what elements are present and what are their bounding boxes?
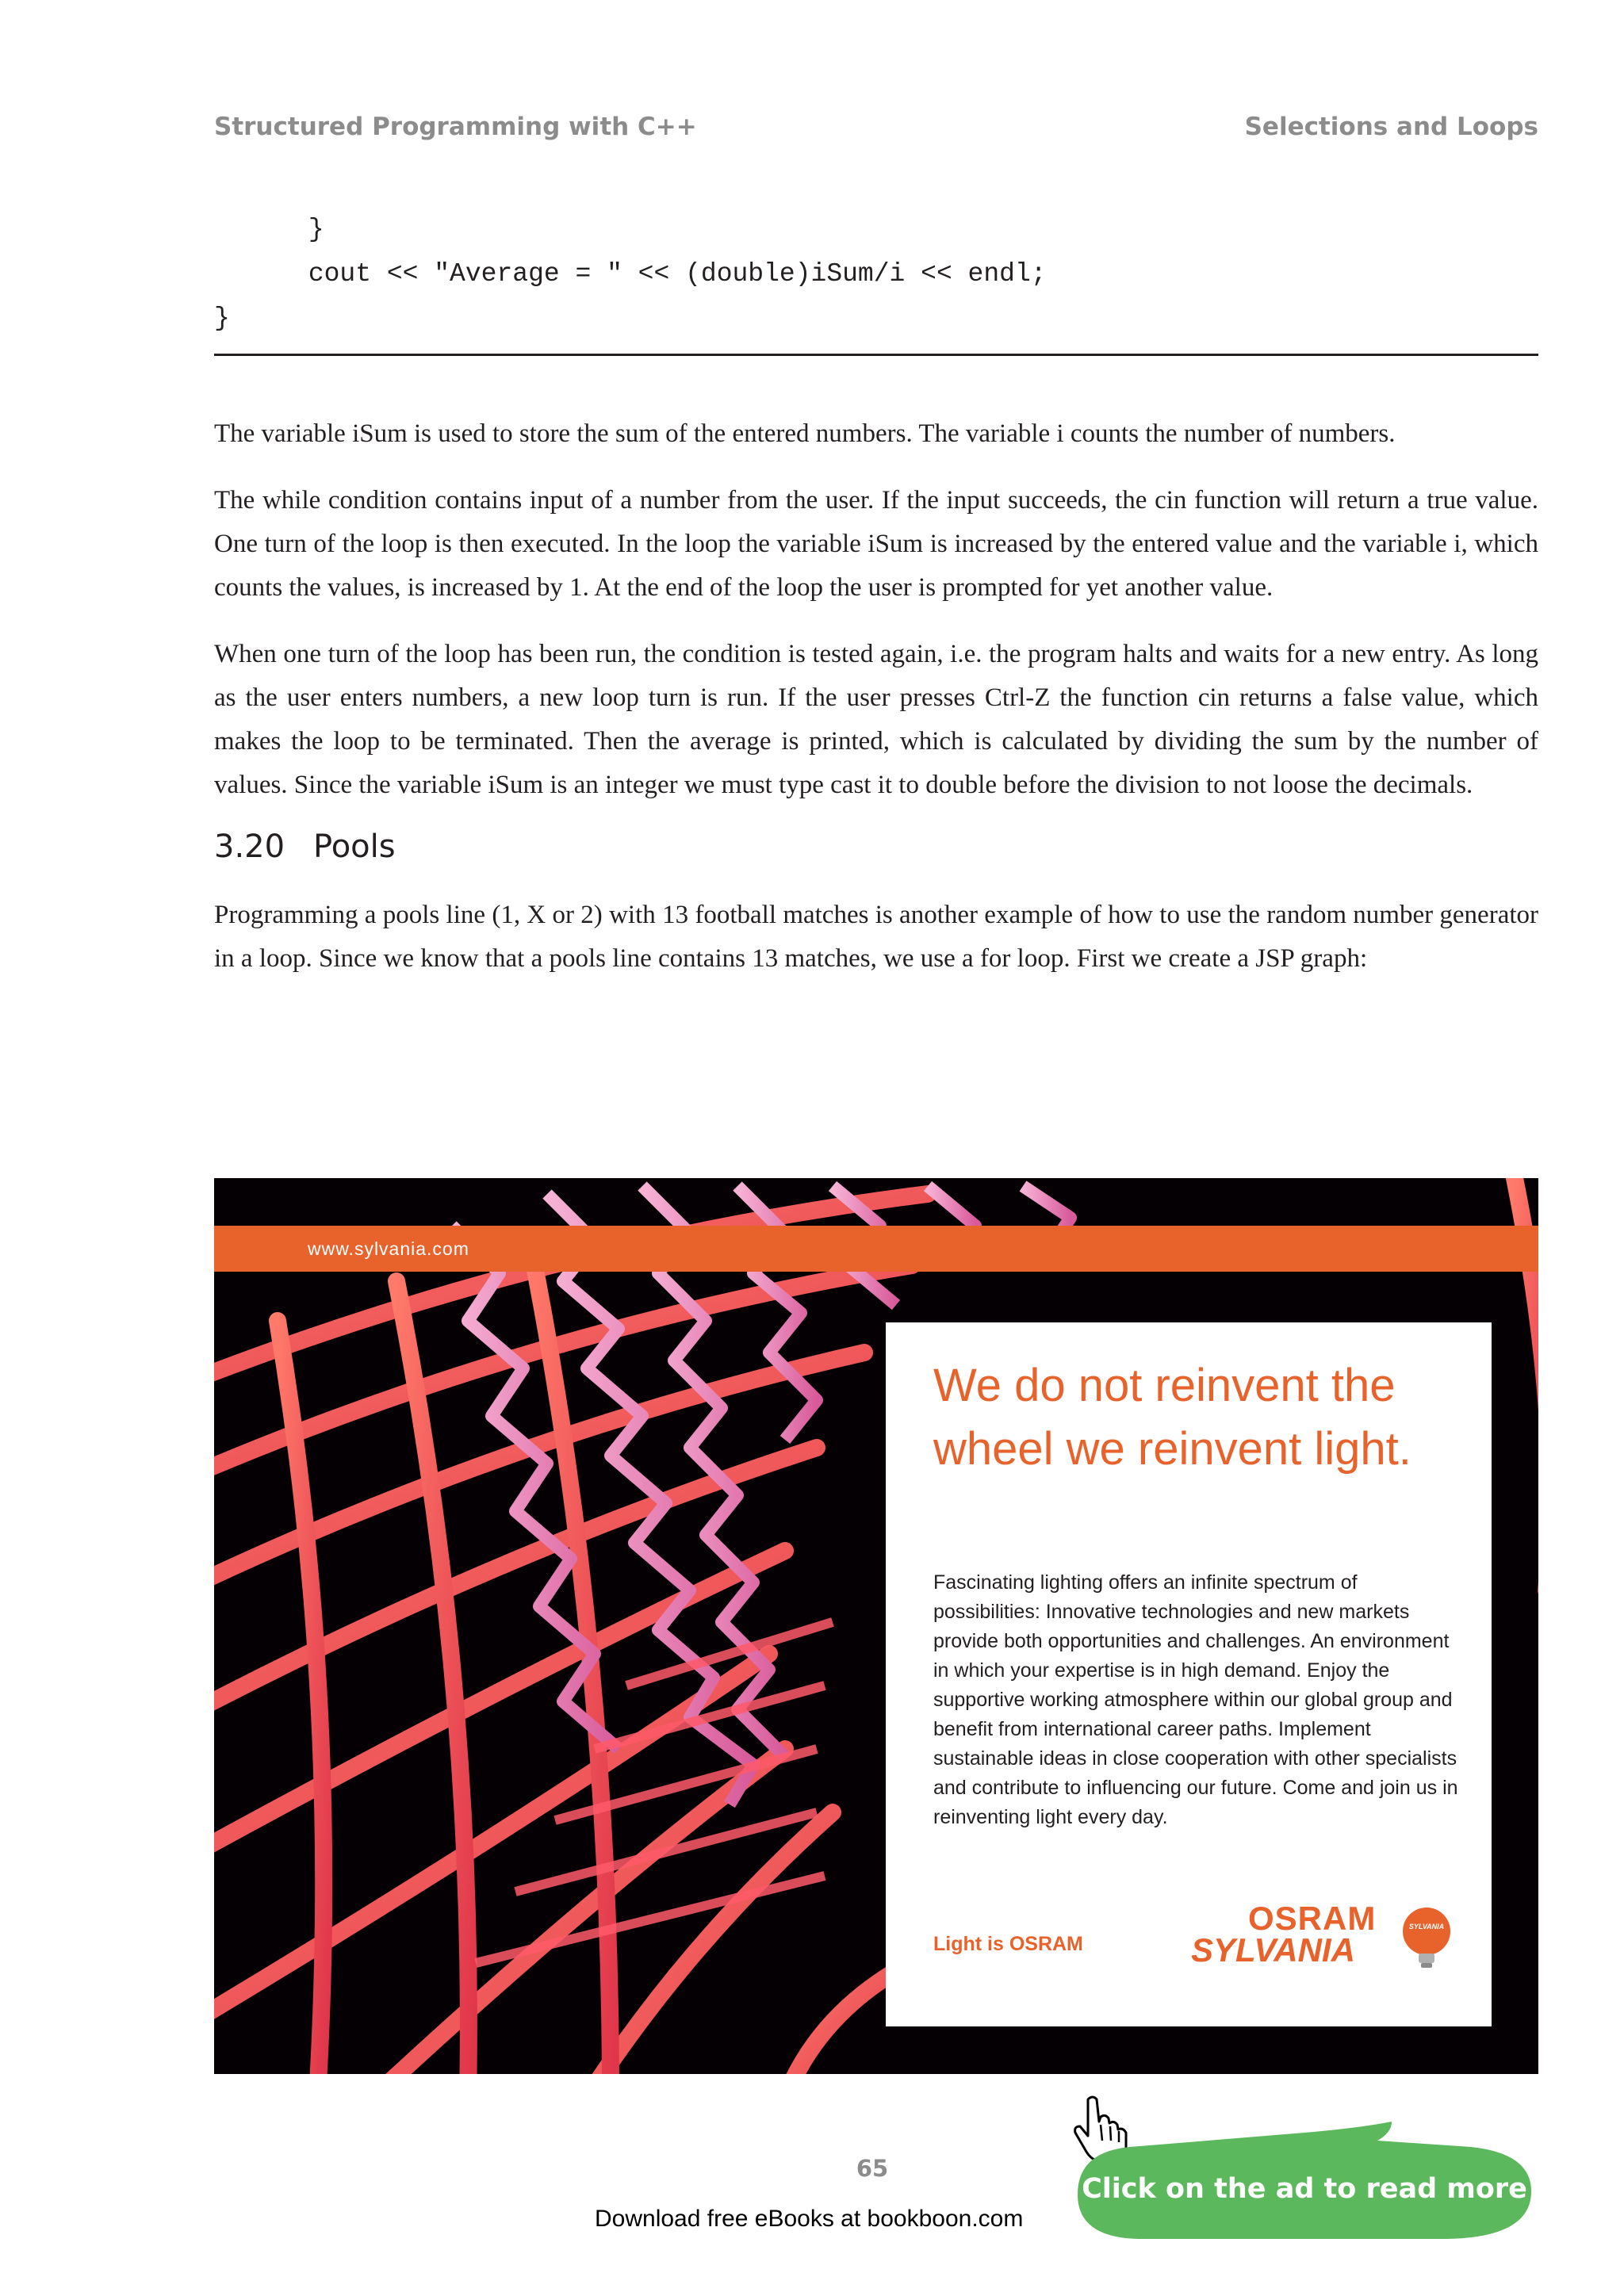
section-heading	[214, 828, 396, 865]
section-number: 3.20	[214, 828, 285, 865]
code-line: }	[214, 215, 324, 244]
osram-sylvania-logo	[1191, 1900, 1453, 1973]
running-header	[214, 113, 1538, 141]
footer-link[interactable]: Download free eBooks at bookboon.com	[595, 2206, 1024, 2232]
code-block	[214, 208, 1538, 341]
logo-bulb-label: SYLVANIA	[1408, 1923, 1445, 1931]
paragraph: Programming a pools line (1, X or 2) with 13 football matches is another example of how to use the random number generator in a loop. Since we know that a pools line contains 13 matches, we use a for loop. First we create a JSP graph:	[214, 901, 1538, 973]
ad-url[interactable]: www.sylvania.com	[308, 1238, 469, 1259]
paragraph: The variable iSum is used to store the sum of the entered numbers. The variable i counts the number of numbers.	[214, 419, 1396, 448]
ad-content-box	[886, 1322, 1492, 2026]
ad-tagline: Light is OSRAM	[933, 1933, 1083, 1955]
book-title: Structured Programming with C++	[214, 113, 697, 141]
paragraph: When one turn of the loop has been run, the condition is tested again, i.e. the program halts and waits for a new entry. As long as the user enters numbers, a new loop turn is run. If the user presses Ctrl-Z the function cin returns a false value, which makes the loop to be terminated. Then the average is printed, which is calculated by dividing the sum by the number of values. Since the variable iSum is an integer we must type cast it to double before the division to not loose the decimals.	[214, 640, 1538, 799]
logo-osram-text: OSRAM	[1248, 1900, 1377, 1937]
section-title: Pools	[313, 828, 396, 865]
ad-body-text: Fascinating lighting offers an infinite spectrum of possibilities: Innovative technologies and new markets provide both opportunities and challenges. An environment in which your expertise is in high demand. Enjoy the supportive working atmosphere within our global group and benefit from international career paths. Implement sustainable ideas in close cooperation with other specialists and contribute to influencing our future. Come and join us in reinventing light every day.	[933, 1571, 1458, 1828]
chapter-title: Selections and Loops	[1244, 113, 1538, 141]
click-ad-label[interactable]: Click on the ad to read more	[1082, 2173, 1527, 2205]
ad-headline: We do not reinvent the wheel we reinvent light.	[933, 1360, 1411, 1475]
code-line: }	[214, 304, 230, 333]
lightbulb-icon	[1401, 1906, 1452, 1973]
logo-sylvania-text: SYLVANIA	[1191, 1931, 1355, 1969]
paragraph: The while condition contains input of a number from the user. If the input succeeds, the cin function will return a true value. One turn of the loop is then executed. In the loop the variable iSum is increased by the entered value and the variable i, which counts the values, is increased by 1. At the end of the loop the user is prompted for yet another value.	[214, 486, 1538, 602]
advertisement[interactable]	[214, 1178, 1538, 2074]
code-line: cout << "Average = " << (double)iSum/i << endl;	[214, 259, 1047, 289]
code-divider	[214, 354, 1538, 356]
page-number: 65	[856, 2155, 889, 2182]
